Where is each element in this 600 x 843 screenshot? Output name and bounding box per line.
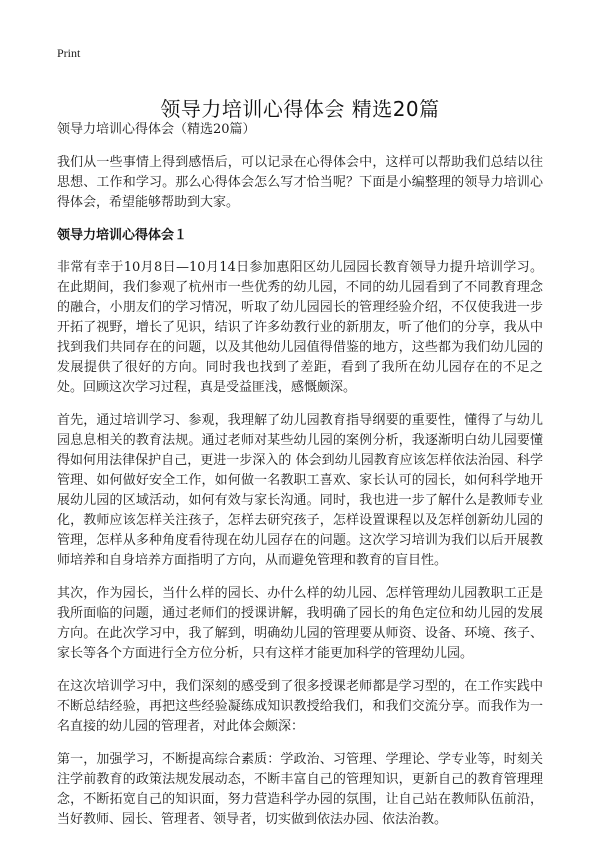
body-paragraph-5: 第一，加强学习，不断提高综合素质：学政治、习管理、学理论、学专业等，时刻关注学前教育的政策法规发展动态，不断丰富自己的管理知识，更新自己的教育管理理念，不断拓宽自己的知识面，努力营造科学办园的氛围，让自己站在教师队伍前沿，当好教师、园长、管理者、领导者，切实做到依法办园、依法治教。 — [57, 752, 543, 827]
intro-paragraph: 我们从一些事情上得到感悟后，可以记录在心得体会中，这样可以帮助我们总结以往思想、工作和学习。那么心得体会怎么写才恰当呢？下面是小编整理的领导力培训心得体会，希望能够帮助到大家。 — [57, 155, 543, 210]
body-paragraph-4: 在这次培训学习中，我们深刻的感受到了很多授课老师都是学习型的，在工作实践中不断总结经验，再把这些经验凝练成知识教授给我们，和我们交流分享。而我作为一名直接的幼儿园的管理者，对此体会颇深： — [57, 679, 543, 734]
section-heading: 领导力培训心得体会１ — [57, 228, 188, 243]
print-link[interactable]: Print — [57, 46, 81, 60]
body-paragraph-3: 其次，作为园长，当什么样的园长、办什么样的幼儿园、怎样管理幼儿园教职工正是我所面临的问题，通过老师们的授课讲解，我明确了园长的角色定位和幼儿园的发展方向。在此次学习中，我了解到，明确幼儿园的管理要从师资、设备、环境、孩子、家长等各个方面进行全方位分析，只有这样才能更加科学的管理幼儿园。 — [57, 586, 543, 661]
document-body — [57, 120, 543, 843]
body-paragraph-2: 首先，通过培训学习、参观，我理解了幼儿园教育指导纲要的重要性，懂得了与幼儿园息息相关的教育法规。通过老师对某些幼儿园的案例分析，我逐渐明白幼儿园要懂得如何用法律保护自己，更进一步深入的 体会到幼儿园教育应该怎样依法治园、科学管理、如何做好安全工作，如何做一名教职工喜欢、家长认可的园长，如何科学地开展幼儿园的区域活动，如何有效与家长沟通。同时，我也进一步了解什么是教师专业化，教师应该怎样关注孩子，怎样去研究孩子，怎样设置课程以及怎样创新幼儿园的管理，怎样从多种角度看待现在幼儿园存在的问题。这次学习培训为我们以后开展教师培养和自身培养方面指明了方向，从而避免管理和教育的盲目性。 — [57, 413, 543, 568]
document-subtitle: 领导力培训心得体会（精选20篇） — [57, 122, 256, 137]
body-paragraph-1: 非常有幸于10月8日—10月14日参加惠阳区幼儿园园长教育领导力提升培训学习。在此期间，我们参观了杭州市一些优秀的幼儿园，不同的幼儿园看到了不同教育理念的融合，小朋友们的学习情况，听取了幼儿园园长的管理经验介绍，不仅使我进一步开拓了视野，增长了见识，结识了许多幼教行业的新朋友，听了他们的分享，我从中找到我们共同存在的问题，以及其他幼儿园值得借鉴的地方，这些都为我们幼儿园的发展提供了很好的方向。同时我也找到了差距，看到了我所在幼儿园存在的不足之处。回顾这次学习过程，真是受益匪浅，感慨颇深。 — [57, 260, 543, 395]
document-title: 领导力培训心得体会 精选20篇 — [160, 97, 440, 122]
